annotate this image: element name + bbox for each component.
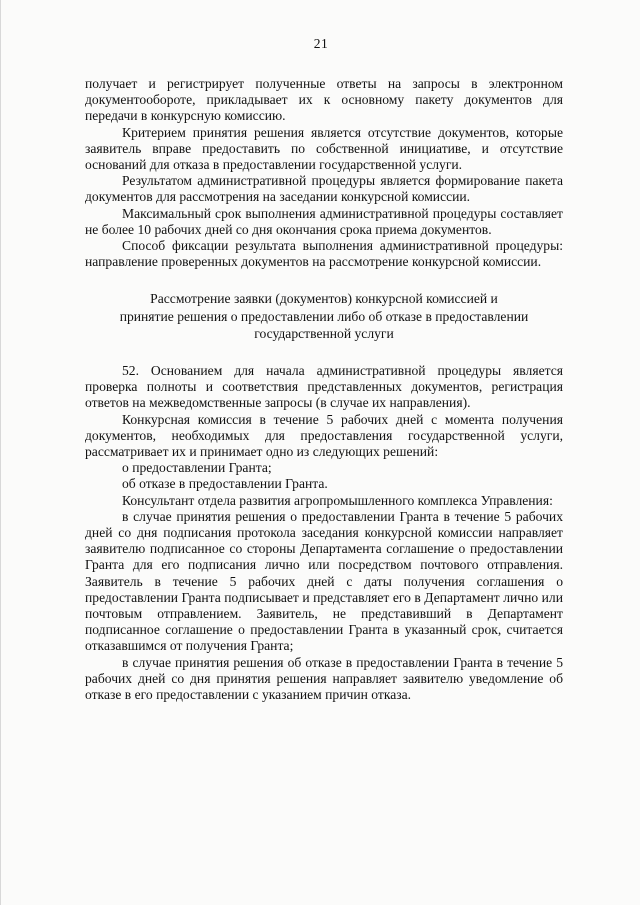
paragraph-criterion: Критерием принятия решения является отсутствие документов, которые заявитель вправе предоставить по собственной инициативе, и отсутствие оснований для отказа в предоставлении государственной услуги.: [85, 124, 563, 173]
paragraph-continuation: получает и регистрирует полученные ответы на запросы в электронном документообороте, прикладывает их к основному пакету документов для передачи в конкурсную комиссию.: [85, 76, 563, 124]
paragraph-decision-refusal: об отказе в предоставлении Гранта.: [122, 476, 328, 492]
paragraph-commission: Конкурсная комиссия в течение 5 рабочих дней с момента получения документов, необходимых для предоставления государственной услуги, рассматривает их и принимает одно из следующих решений:: [85, 411, 563, 459]
paragraph-fixation-method: Способ фиксации результата выполнения административной процедуры: направление проверенных документов на рассмотрение конкурсной комиссии.: [85, 238, 563, 270]
paragraph-result: Результатом административной процедуры является формирование пакета документов для рассмотрения на заседании конкурсной комиссии.: [85, 173, 563, 205]
section-heading-line-3: государственной услуги: [254, 326, 394, 342]
paragraph-max-term: Максимальный срок выполнения административной процедуры составляет не более 10 рабочих дней со дня окончания срока приема документов.: [85, 205, 563, 237]
section-heading-line-1: Рассмотрение заявки (документов) конкурсной комиссией и: [150, 291, 498, 307]
paragraph-case-refusal: в случае принятия решения об отказе в предоставлении Гранта в течение 5 рабочих дней со дня принятия решения направляет заявителю уведомление об отказе в его предоставлении с указанием причин отказа.: [85, 654, 563, 702]
paragraph-item-52: 52. Основанием для начала административной процедуры является проверка полноты и соответствия представленных документов, регистрация ответов на межведомственные запросы (в случае их направления).: [85, 362, 563, 411]
section-heading-line-2: принятие решения о предоставлении либо об отказе в предоставлении: [119, 308, 529, 324]
paragraph-case-grant: в случае принятия решения о предоставлении Гранта в течение 5 рабочих дней со дня подписания протокола заседания конкурсной комиссии направляет заявителю подписанное со стороны Департамента соглашение о предоставлении Гранта для его подписания лично или посредством почтового отправления. Заявитель в течение 5 рабочих дней с даты получения соглашения о предоставлении Гранта подписывает и представляет его в Департамент лично или почтовым отправлением. Заявитель, не представивший в Департамент подписанное соглашение о предоставлении Гранта в указанный срок, считается отказавшимся от получения Гранта;: [85, 508, 563, 654]
section-heading: [85, 290, 563, 343]
page-number: 21: [313, 36, 329, 51]
paragraph-consultant: Консультант отдела развития агропромышленного комплекса Управления:: [122, 492, 553, 508]
paragraph-decision-grant: о предоставлении Гранта;: [122, 460, 272, 476]
document-body: [85, 76, 563, 703]
